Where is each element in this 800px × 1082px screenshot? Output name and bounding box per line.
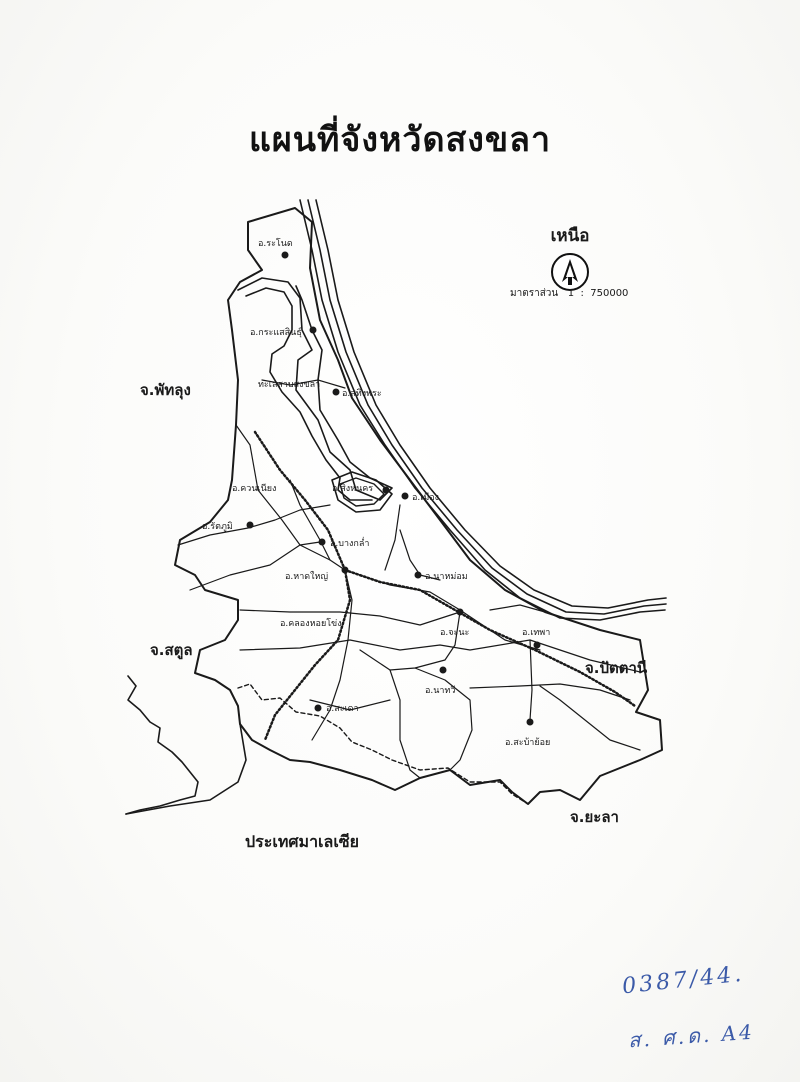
road [240,640,640,672]
district-label-hatyai: อ.หาดใหญ่ [285,572,329,582]
district-label-mueang: อ.เมือง [412,493,440,503]
district-point-krasae [310,327,317,334]
province-boundary [175,208,662,804]
district-point-rattaphum [247,522,254,529]
district-point-sathing [333,389,340,396]
district-point-thepha [534,642,541,649]
province-label-yala: จ.ยะลา [570,808,619,826]
district-label-chana: อ.จะนะ [440,628,470,638]
country-label-malaysia: ประเทศมาเลเซีย [245,832,360,851]
satun-coast [126,676,198,814]
district-label-namom: อ.นาหม่อม [425,572,468,582]
district-label-thepha: อ.เทพา [522,628,551,638]
district-point-hatyai [342,567,349,574]
satun-border [126,724,246,814]
road [385,505,400,570]
road [360,612,460,670]
province-label-pattani: จ.ปัตตานี [585,659,648,677]
handwritten-code: ส. ศ.ด. A4 [627,1019,756,1053]
district-point-singha [383,487,390,494]
district-point-chana [457,609,464,616]
road [178,505,330,545]
district-label-rattaphum: อ.รัตภูมิ [202,522,233,532]
district-label-bangklam: อ.บางกล่ำ [330,539,370,549]
scale-ratio: 1 : 750000 [567,288,629,299]
district-label-saba: อ.สะบ้าย้อย [505,738,551,748]
district-point-saba [527,719,534,726]
district-point-mueang [402,493,409,500]
district-label-khuan: อ.ควนเนียง [232,484,277,494]
district-label-singha: อ.สิงหนคร [332,484,374,494]
district-label-ranot: อ.ระโนด [258,239,293,249]
district-point-namom [415,572,422,579]
road [540,686,640,750]
district-label-sathing: อ.สทิงพระ [342,389,382,399]
province-label-satun: จ.สตูล [150,641,193,659]
district-point-bangklam [319,539,326,546]
district-label-khlong: อ.คลองหอยโข่ง [280,619,342,629]
province-label-phatthalung: จ.พัทลุง [140,381,191,399]
railway [345,570,635,706]
north-label: เหนือ [550,226,590,246]
scale-label: มาตราส่วน [510,288,559,299]
lake-label: ทะเลสาบสงขลา [258,380,321,390]
district-point-sadao [315,705,322,712]
district-point-ranot [282,252,289,259]
district-label-krasae: อ.กระแสสินธุ์ [250,328,302,338]
district-point-natawi [440,667,447,674]
road [530,640,532,720]
district-label-natawi: อ.นาทวี [425,686,456,696]
district-label-sadao: อ.สะเดา [326,704,359,714]
map-title: แผนที่จังหวัดสงขลา [248,120,552,160]
handwritten-reference: 0387/44. [621,961,746,1000]
road [390,670,420,778]
